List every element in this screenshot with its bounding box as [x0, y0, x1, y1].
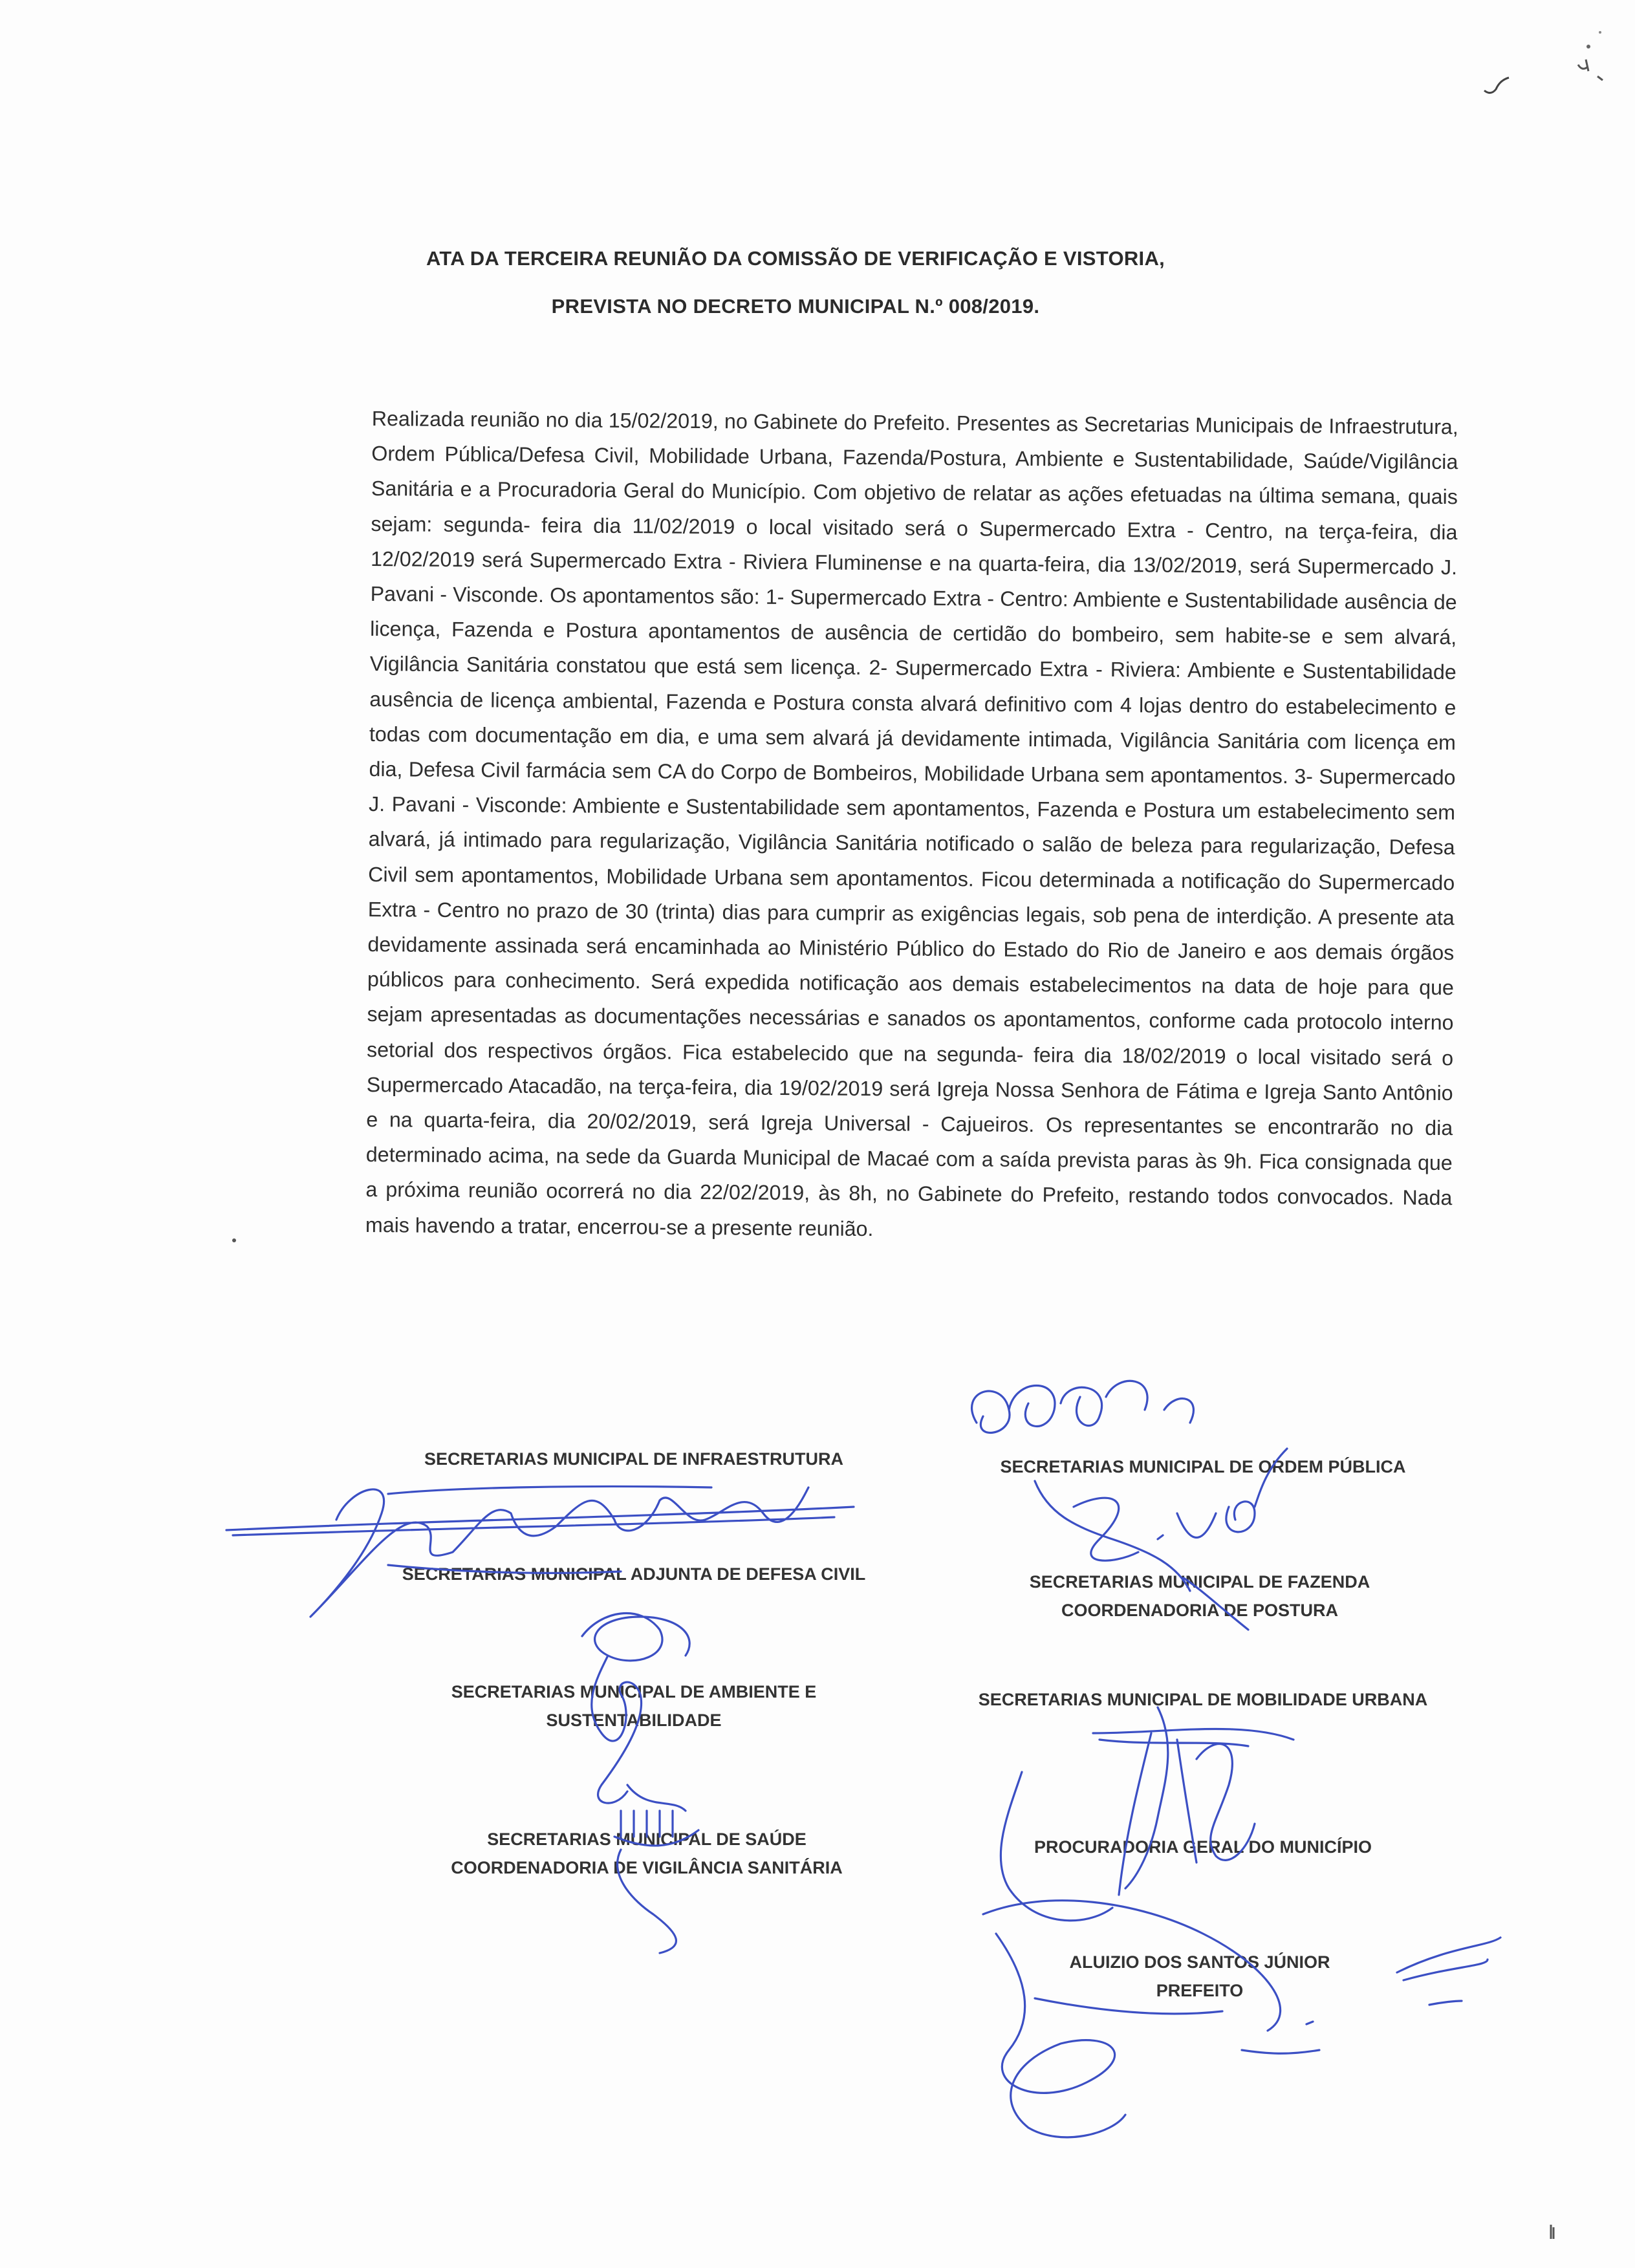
document-title-line-2: PREVISTA NO DECRETO MUNICIPAL N.º 008/2019. — [551, 295, 1040, 318]
signature-label-procuradoria: PROCURADORIA GERAL DO MUNICÍPIO — [1034, 1837, 1372, 1857]
signature-ordem-publica — [972, 1381, 1194, 1432]
signature-label-prefeito: ALUIZIO DOS SANTOS JÚNIOR PREFEITO — [1069, 1952, 1330, 2000]
signature-label-saude: SECRETARIAS MUNICIPAL DE SAÚDE COORDENADORIA DE VIGILÂNCIA SANITÁRIA — [451, 1830, 843, 1877]
document-title-line-1: ATA DA TERCEIRA REUNIÃO DA COMISSÃO DE VERIFICAÇÃO E VISTORIA, — [426, 247, 1165, 270]
signature-label-mobilidade: SECRETARIAS MUNICIPAL DE MOBILIDADE URBANA — [978, 1690, 1428, 1709]
minutes-body-paragraph: Realizada reunião no dia 15/02/2019, no Gabinete do Prefeito. Presentes as Secretarias Municipais de Infraestrutura, Ordem Pública/Defesa Civil, Mobilidade Urbana, Fazenda/Postura, Ambiente e Sustentabilidade, Saúde/Vigilância Sanitária e a Procuradoria Geral do Município. Com objetivo de relatar as ações efetuadas na última semana, quais sejam: segunda- feira dia 11/02/2019 o local visitado será o Supermercado Extra - Centro, na terça-feira, dia 12/02/2019 será Supermercado Extra - Riviera Fluminense e na quarta-feira, dia 13/02/2019, será Supermercado J. Pavani - Visconde. Os apontamentos são: 1- Supermercado Extra - Centro: Ambiente e Sustentabilidade ausência de licença, Fazenda e Postura apontamentos de ausência de certidão do bombeiro, sem habite-se e sem alvará, Vigilância Sanitária constatou que está sem licença. 2- Supermercado Extra - Riviera: Ambiente e Sustentabilidade ausência de licença ambiental, Fazenda e Postura consta alvará definitivo com 4 lojas dentro do estabelecimento e todas com documentação em dia, e uma sem alvará já devidamente intimada, Vigilância Sanitária com licença em dia, Defesa Civil farmácia sem CA do Corpo de Bombeiros, Mobilidade Urbana sem apontamentos. 3- Supermercado J. Pavani - Visconde: Ambiente e Sustentabilidade sem apontamentos, Fazenda e Postura um estabelecimento sem alvará, já intimado para regularização, Vigilância Sanitária notificado o salão de beleza para regularização, Defesa Civil sem apontamentos, Mobilidade Urbana sem apontamentos. Ficou determinada a notificação do Supermercado Extra - Centro no prazo de 30 (trinta) dias para cumprir as exigências legais, sob pena de interdição. A presente ata devidamente assinada será encaminhada ao Ministério Público do Estado do Rio de Janeiro e aos demais órgãos públicos para conhecimento. Será expedida notificação aos demais estabelecimentos na data de hoje para que sejam apresentadas as documentações necessárias e sanados os apontamentos, conforme cada protocolo interno setorial dos respectivos órgãos. Fica estabelecido que na segunda- feira dia 18/02/2019 o local visitado será o Supermercado Atacadão, na terça-feira, dia 19/02/2019 será Igreja Nossa Senhora de Fátima e Igreja Santo Antônio e na quarta-feira, dia 20/02/2019, será Igreja Universal - Cajueiros. Os representantes se encontrarão no dia determinado acima, na sede da Guarda Municipal de Macaé com a saída prevista paras às 9h. Fica consignada que a próxima reunião ocorrerá no dia 22/02/2019, às 8h, no Gabinete do Prefeito, restando todos convocados. Nada mais havendo a tratar, encerrou-se a presente reunião. — [365, 406, 1458, 1240]
signature-label-infraestrutura: SECRETARIAS MUNICIPAL DE INFRAESTRUTURA — [424, 1449, 843, 1469]
signature-label-defesa-civil: SECRETARIAS MUNICIPAL ADJUNTA DE DEFESA CIVIL — [402, 1564, 866, 1584]
signature-label-fazenda: SECRETARIAS MUNICIPAL DE FAZENDA COORDENADORIA DE POSTURA — [1029, 1572, 1370, 1620]
signature-prefeito — [983, 1901, 1281, 2137]
signature-infraestrutura — [226, 1486, 854, 1617]
signature-mobilidade — [1093, 1707, 1294, 1895]
signature-label-ambiente: SECRETARIAS MUNICIPAL DE AMBIENTE E SUSTENTABILIDADE — [451, 1682, 817, 1730]
signature-label-ordem-publica: SECRETARIAS MUNICIPAL DE ORDEM PÚBLICA — [1000, 1457, 1406, 1476]
